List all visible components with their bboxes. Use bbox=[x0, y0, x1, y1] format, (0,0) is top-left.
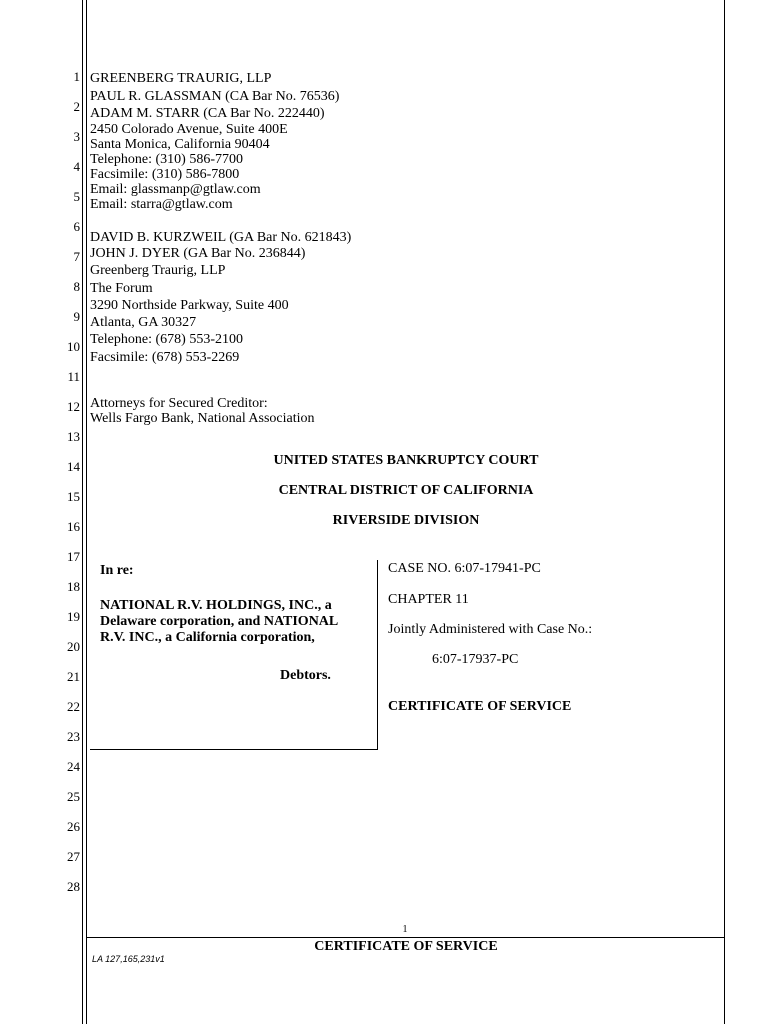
footer-title: CERTIFICATE OF SERVICE bbox=[314, 939, 498, 954]
attorney-line: 2450 Colorado Avenue, Suite 400E bbox=[90, 122, 288, 137]
line-number: 6 bbox=[73, 219, 80, 234]
line-number: 18 bbox=[67, 579, 80, 594]
jointly-administered: Jointly Administered with Case No.: bbox=[388, 622, 593, 637]
attorney-line: Greenberg Traurig, LLP bbox=[90, 263, 226, 278]
line-number: 23 bbox=[67, 729, 80, 744]
line-number: 20 bbox=[67, 639, 80, 654]
court-name: UNITED STATES BANKRUPTCY COURT bbox=[273, 453, 539, 468]
attorney-line: Telephone: (310) 586-7700 bbox=[90, 152, 243, 167]
right-margin-rule bbox=[724, 0, 725, 1024]
line-number: 10 bbox=[67, 339, 80, 354]
line-number: 2 bbox=[73, 99, 80, 114]
line-number: 16 bbox=[67, 519, 80, 534]
attorney-line: DAVID B. KURZWEIL (GA Bar No. 621843) bbox=[90, 230, 352, 245]
line-number: 1 bbox=[73, 69, 80, 84]
line-number: 7 bbox=[73, 249, 80, 264]
line-number: 15 bbox=[67, 489, 80, 504]
line-number: 26 bbox=[67, 819, 80, 834]
line-number: 19 bbox=[67, 609, 80, 624]
attorney-line: ADAM M. STARR (CA Bar No. 222440) bbox=[90, 106, 325, 121]
attorney-line: Santa Monica, California 90404 bbox=[90, 137, 270, 152]
court-division: RIVERSIDE DIVISION bbox=[332, 513, 480, 528]
attorneys-for-line: Attorneys for Secured Creditor: bbox=[90, 396, 268, 411]
parties-line: R.V. INC., a California corporation, bbox=[100, 630, 315, 645]
line-number: 12 bbox=[67, 399, 80, 414]
attorney-line: Facsimile: (678) 553-2269 bbox=[90, 350, 240, 365]
parties-line: NATIONAL R.V. HOLDINGS, INC., a bbox=[100, 598, 332, 613]
footer-rule bbox=[86, 937, 724, 938]
line-number: 11 bbox=[67, 369, 80, 384]
line-number: 4 bbox=[73, 159, 80, 174]
court-district: CENTRAL DISTRICT OF CALIFORNIA bbox=[278, 483, 534, 498]
page-number: 1 bbox=[402, 924, 408, 935]
line-number: 28 bbox=[67, 879, 80, 894]
attorney-line: Email: glassmanp@gtlaw.com bbox=[90, 182, 261, 197]
attorney-line: Email: starra@gtlaw.com bbox=[90, 197, 233, 212]
left-margin-rule-inner bbox=[86, 0, 87, 1024]
attorney-line: Facsimile: (310) 586-7800 bbox=[90, 167, 240, 182]
line-number: 14 bbox=[67, 459, 80, 474]
chapter: CHAPTER 11 bbox=[388, 592, 469, 607]
line-number: 22 bbox=[67, 699, 80, 714]
line-number: 3 bbox=[73, 129, 80, 144]
attorney-line: Telephone: (678) 553-2100 bbox=[90, 332, 243, 347]
in-re-label: In re: bbox=[100, 563, 134, 578]
line-number: 13 bbox=[67, 429, 80, 444]
attorney-line: GREENBERG TRAURIG, LLP bbox=[90, 71, 272, 86]
caption-divider bbox=[377, 560, 378, 750]
case-number: CASE NO. 6:07-17941-PC bbox=[388, 561, 541, 576]
attorney-line: PAUL R. GLASSMAN (CA Bar No. 76536) bbox=[90, 89, 340, 104]
line-number: 5 bbox=[73, 189, 80, 204]
debtors-label: Debtors. bbox=[280, 668, 331, 683]
left-margin-rule-outer bbox=[82, 0, 83, 1024]
attorney-line: JOHN J. DYER (GA Bar No. 236844) bbox=[90, 246, 306, 261]
document-id: LA 127,165,231v1 bbox=[92, 954, 165, 964]
line-number: 17 bbox=[67, 549, 80, 564]
line-number: 8 bbox=[73, 279, 80, 294]
attorneys-for-line: Wells Fargo Bank, National Association bbox=[90, 411, 315, 426]
line-number: 27 bbox=[67, 849, 80, 864]
line-number: 25 bbox=[67, 789, 80, 804]
line-number: 24 bbox=[67, 759, 80, 774]
caption-bottom-rule bbox=[90, 749, 378, 750]
line-number: 9 bbox=[73, 309, 80, 324]
attorney-line: The Forum bbox=[90, 281, 153, 296]
attorney-line: 3290 Northside Parkway, Suite 400 bbox=[90, 298, 289, 313]
parties-line: Delaware corporation, and NATIONAL bbox=[100, 614, 339, 629]
attorney-line: Atlanta, GA 30327 bbox=[90, 315, 197, 330]
joint-case-number: 6:07-17937-PC bbox=[432, 652, 519, 667]
document-title: CERTIFICATE OF SERVICE bbox=[388, 699, 572, 714]
line-number: 21 bbox=[67, 669, 80, 684]
